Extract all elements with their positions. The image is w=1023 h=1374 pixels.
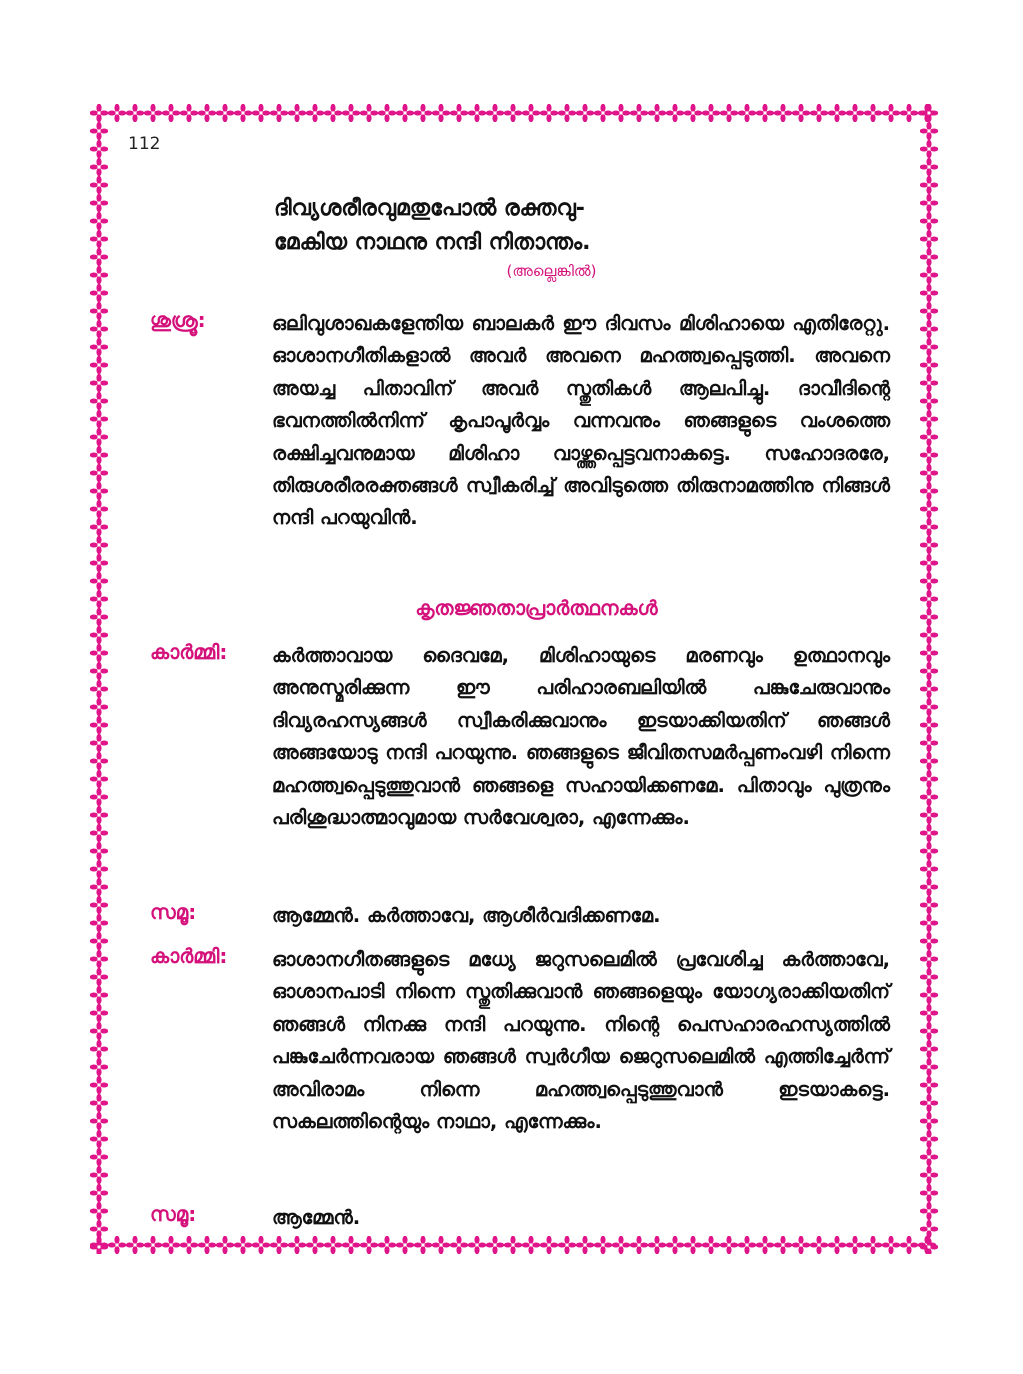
flower-ornament-icon [90, 878, 108, 897]
speaker-label: കാർമ്മി: [150, 640, 228, 664]
speaker-label: സമൂ: [150, 1202, 197, 1226]
flower-ornament-icon [288, 104, 307, 122]
flower-ornament-icon [900, 1236, 919, 1254]
flower-ornament-icon [90, 752, 108, 771]
flower-ornament-icon [90, 1166, 108, 1185]
flower-ornament-icon [90, 1094, 108, 1113]
verse-line-2: മേകിയ നാഥനു നന്ദി നിതാന്തം. [274, 230, 591, 255]
flower-ornament-icon [920, 950, 938, 969]
flower-ornament-icon [90, 104, 108, 122]
flower-ornament-icon [792, 1236, 811, 1254]
flower-ornament-icon [90, 626, 108, 645]
flower-ornament-icon [920, 158, 938, 177]
verse-line-1: ദിവ്യശരീരവുമതുപോൽ രക്തവു- [274, 196, 585, 221]
flower-ornament-icon [90, 302, 108, 321]
flower-ornament-icon [864, 1236, 883, 1254]
flower-ornament-icon [920, 680, 938, 699]
flower-ornament-icon [920, 644, 938, 663]
flower-ornament-icon [90, 428, 108, 447]
flower-ornament-icon [306, 1236, 325, 1254]
flower-ornament-icon [216, 1236, 235, 1254]
flower-ornament-icon [90, 518, 108, 537]
flower-ornament-icon [920, 1148, 938, 1167]
flower-ornament-icon [756, 1236, 775, 1254]
flower-ornament-icon [920, 500, 938, 519]
flower-ornament-icon [920, 842, 938, 861]
flower-ornament-icon [504, 1236, 523, 1254]
flower-ornament-icon [126, 1236, 145, 1254]
flower-ornament-icon [90, 860, 108, 879]
prayer-text: കർത്താവായ ദൈവമേ, മിശിഹായുടെ മരണവും ഉത്ഥാനവും അനുസ്മരിക്കുന്ന ഈ പരിഹാരബലിയിൽ പങ്കുചേരുവാനും ദിവ്യരഹസ്യങ്ങൾ സ്വീകരിക്കുവാനും ഇടയാക്കിയതിന് ഞങ്ങൾ അങ്ങയോടു നന്ദി പറയുന്നു. ഞങ്ങളുടെ ജീവിതസമർപ്പണംവഴി നിന്നെ മഹത്ത്വപ്പെടുത്തുവാൻ ഞങ്ങളെ സഹായിക്കണമേ. പിതാവും പുത്രനും പരിശുദ്ധാത്മാവുമായ സർവേശ്വരാ, എന്നേക്കും. [272, 644, 890, 830]
flower-ornament-icon [920, 572, 938, 591]
flower-ornament-icon [920, 878, 938, 897]
flower-ornament-icon [738, 104, 757, 122]
flower-ornament-icon [252, 104, 271, 122]
flower-ornament-icon [558, 104, 577, 122]
flower-ornament-icon [198, 104, 217, 122]
flower-ornament-icon [90, 698, 108, 717]
flower-ornament-icon [558, 1236, 577, 1254]
flower-ornament-icon [90, 482, 108, 501]
flower-ornament-icon [396, 1236, 415, 1254]
flower-ornament-icon [90, 788, 108, 807]
flower-ornament-icon [920, 1004, 938, 1023]
flower-ornament-icon [594, 1236, 613, 1254]
flower-ornament-icon [920, 914, 938, 933]
flower-ornament-icon [720, 1236, 739, 1254]
flower-ornament-icon [396, 104, 415, 122]
flower-ornament-icon [270, 1236, 289, 1254]
flower-ornament-icon [920, 194, 938, 213]
flower-ornament-icon [90, 986, 108, 1005]
flower-ornament-icon [162, 1236, 181, 1254]
flower-ornament-icon [900, 104, 919, 122]
flower-ornament-icon [882, 104, 901, 122]
flower-ornament-icon [648, 104, 667, 122]
flower-ornament-icon [920, 716, 938, 735]
flower-ornament-icon [90, 374, 108, 393]
flower-ornament-icon [920, 212, 938, 231]
flower-ornament-icon [108, 104, 127, 122]
flower-ornament-icon [920, 824, 938, 843]
flower-ornament-icon [846, 104, 865, 122]
flower-ornament-icon [432, 1236, 451, 1254]
flower-ornament-icon [920, 662, 938, 681]
flower-ornament-icon [920, 1040, 938, 1059]
flower-ornament-icon [90, 680, 108, 699]
flower-ornament-icon [920, 1238, 938, 1254]
flower-ornament-icon [920, 1202, 938, 1221]
flower-ornament-icon [468, 104, 487, 122]
flower-ornament-icon [684, 104, 703, 122]
flower-ornament-icon [920, 968, 938, 987]
flower-ornament-icon [920, 374, 938, 393]
flower-ornament-icon [486, 104, 505, 122]
flower-ornament-icon [342, 1236, 361, 1254]
flower-ornament-icon [522, 1236, 541, 1254]
flower-ornament-icon [90, 662, 108, 681]
flower-ornament-icon [920, 770, 938, 789]
flower-ornament-icon [920, 1022, 938, 1041]
flower-ornament-icon [342, 104, 361, 122]
verse-lines [274, 192, 591, 260]
flower-ornament-icon [234, 1236, 253, 1254]
flower-ornament-icon [180, 1236, 199, 1254]
flower-ornament-icon [920, 338, 938, 357]
flower-ornament-icon [90, 464, 108, 483]
page-number: 112 [128, 134, 161, 154]
flower-ornament-icon [504, 104, 523, 122]
flower-ornament-icon [920, 1112, 938, 1131]
flower-ornament-icon [144, 1236, 163, 1254]
flower-ornament-icon [90, 914, 108, 933]
flower-ornament-icon [920, 806, 938, 825]
flower-ornament-icon [90, 1202, 108, 1221]
flower-ornament-icon [920, 626, 938, 645]
flower-ornament-icon [90, 320, 108, 339]
flower-ornament-icon [90, 1130, 108, 1149]
floral-border-bottom [90, 1236, 938, 1254]
flower-ornament-icon [90, 1058, 108, 1077]
flower-ornament-icon [90, 410, 108, 429]
flower-ornament-icon [920, 1166, 938, 1185]
flower-ornament-icon [684, 1236, 703, 1254]
flower-ornament-icon [234, 104, 253, 122]
flower-ornament-icon [648, 1236, 667, 1254]
flower-ornament-icon [324, 104, 343, 122]
flower-ornament-icon [882, 1236, 901, 1254]
flower-ornament-icon [90, 968, 108, 987]
flower-ornament-icon [90, 896, 108, 915]
flower-ornament-icon [864, 104, 883, 122]
speaker-label: സമൂ: [150, 900, 197, 924]
flower-ornament-icon [738, 1236, 757, 1254]
speaker-label: കാർമ്മി: [150, 944, 228, 968]
flower-ornament-icon [702, 104, 721, 122]
flower-ornament-icon [216, 104, 235, 122]
flower-ornament-icon [270, 104, 289, 122]
flower-ornament-icon [920, 734, 938, 753]
flower-ornament-icon [920, 1094, 938, 1113]
flower-ornament-icon [920, 932, 938, 951]
flower-ornament-icon [90, 734, 108, 753]
flower-ornament-icon [432, 104, 451, 122]
flower-ornament-icon [920, 230, 938, 249]
flower-ornament-icon [90, 572, 108, 591]
flower-ornament-icon [522, 104, 541, 122]
flower-ornament-icon [920, 1184, 938, 1203]
flower-ornament-icon [252, 1236, 271, 1254]
flower-ornament-icon [920, 176, 938, 195]
flower-ornament-icon [630, 1236, 649, 1254]
flower-ornament-icon [920, 284, 938, 303]
flower-ornament-icon [920, 860, 938, 879]
flower-ornament-icon [540, 104, 559, 122]
flower-ornament-icon [720, 104, 739, 122]
flower-ornament-icon [630, 104, 649, 122]
flower-ornament-icon [702, 1236, 721, 1254]
flower-ornament-icon [90, 500, 108, 519]
flower-ornament-icon [90, 1184, 108, 1203]
flower-ornament-icon [288, 1236, 307, 1254]
flower-ornament-icon [306, 104, 325, 122]
flower-ornament-icon [920, 752, 938, 771]
flower-ornament-icon [90, 1238, 108, 1254]
flower-ornament-icon [920, 1058, 938, 1077]
floral-border-top [90, 104, 938, 122]
prayer-text: ഒലിവുശാഖകളേന്തിയ ബാലകർ ഈ ദിവസം മിശിഹായെ എതിരേറ്റു. ഓശാനഗീതികളാൽ അവർ അവനെ മഹത്ത്വപ്പെടുത്തി. അവനെ അയച്ച പിതാവിന് അവർ സ്തുതികൾ ആലപിച്ചു. ദാവീദിന്റെ ഭവനത്തിൽനിന്ന് കൃപാപൂർവ്വം വന്നവനും ഞങ്ങളുടെ വംശത്തെ രക്ഷിച്ചവനുമായ മിശിഹാ വാഴ്ത്തപ്പെട്ടവനാകട്ടെ. സഹോദരരേ, തിരുശരീരരക്തങ്ങൾ സ്വീകരിച്ച് അവിടുത്തെ തിരുനാമത്തിനു നിങ്ങൾ നന്ദി പറയുവിൻ. [272, 312, 890, 530]
flower-ornament-icon [920, 428, 938, 447]
flower-ornament-icon [920, 104, 938, 122]
flower-ornament-icon [810, 104, 829, 122]
flower-ornament-icon [90, 932, 108, 951]
flower-ornament-icon [360, 1236, 379, 1254]
flower-ornament-icon [594, 104, 613, 122]
flower-ornament-icon [920, 410, 938, 429]
flower-ornament-icon [920, 986, 938, 1005]
flower-ornament-icon [90, 1004, 108, 1023]
flower-ornament-icon [920, 554, 938, 573]
flower-ornament-icon [666, 104, 685, 122]
flower-ornament-icon [90, 230, 108, 249]
alternative-note: (അല്ലെങ്കിൽ) [506, 262, 597, 280]
flower-ornament-icon [828, 104, 847, 122]
flower-ornament-icon [920, 446, 938, 465]
flower-ornament-icon [486, 1236, 505, 1254]
flower-ornament-icon [920, 1130, 938, 1149]
flower-ornament-icon [612, 104, 631, 122]
flower-ornament-icon [360, 104, 379, 122]
flower-ornament-icon [90, 824, 108, 843]
flower-ornament-icon [90, 536, 108, 555]
flower-ornament-icon [774, 104, 793, 122]
speaker-label: ശുശ്രൂ: [150, 308, 206, 332]
flower-ornament-icon [920, 302, 938, 321]
flower-ornament-icon [90, 1220, 108, 1239]
flower-ornament-icon [576, 104, 595, 122]
flower-ornament-icon [920, 356, 938, 375]
flower-ornament-icon [90, 338, 108, 357]
prayer-text: ഓശാനഗീതങ്ങളുടെ മധ്യേ ജറുസലെമിൽ പ്രവേശിച്ച കർത്താവേ, ഓശാനപാടി നിന്നെ സ്തുതിക്കുവാൻ ഞങ്ങളെയും യോഗ്യരാക്കിയതിന് ഞങ്ങൾ നിനക്കു നന്ദി പറയുന്നു. നിന്റെ പെസഹാരഹസ്യത്തിൽ പങ്കുചേർന്നവരായ ഞങ്ങൾ സ്വർഗീയ ജെറുസലെമിൽ എത്തിച്ചേർന്ന് അവിരാമം നിന്നെ മഹത്ത്വപ്പെടുത്തുവാൻ ഇടയാകട്ടെ. സകലത്തിന്റെയും നാഥാ, എന്നേക്കും. [272, 948, 890, 1134]
flower-ornament-icon [612, 1236, 631, 1254]
flower-ornament-icon [90, 392, 108, 411]
flower-ornament-icon [126, 104, 145, 122]
flower-ornament-icon [920, 122, 938, 141]
flower-ornament-icon [90, 176, 108, 195]
flower-ornament-icon [90, 806, 108, 825]
flower-ornament-icon [90, 122, 108, 141]
flower-ornament-icon [414, 104, 433, 122]
flower-ornament-icon [90, 716, 108, 735]
flower-ornament-icon [90, 284, 108, 303]
flower-ornament-icon [774, 1236, 793, 1254]
flower-ornament-icon [468, 1236, 487, 1254]
flower-ornament-icon [450, 1236, 469, 1254]
flower-ornament-icon [920, 140, 938, 159]
response-text: ആമ്മേൻ. കർത്താവേ, ആശീർവദിക്കണമേ. [272, 904, 661, 927]
flower-ornament-icon [920, 482, 938, 501]
flower-ornament-icon [162, 104, 181, 122]
flower-ornament-icon [920, 518, 938, 537]
flower-ornament-icon [920, 536, 938, 555]
flower-ornament-icon [576, 1236, 595, 1254]
flower-ornament-icon [90, 212, 108, 231]
flower-ornament-icon [378, 104, 397, 122]
flower-ornament-icon [144, 104, 163, 122]
flower-ornament-icon [90, 140, 108, 159]
flower-ornament-icon [756, 104, 775, 122]
flower-ornament-icon [90, 1148, 108, 1167]
flower-ornament-icon [810, 1236, 829, 1254]
flower-ornament-icon [90, 1076, 108, 1095]
flower-ornament-icon [90, 356, 108, 375]
flower-ornament-icon [90, 554, 108, 573]
flower-ornament-icon [90, 1022, 108, 1041]
flower-ornament-icon [90, 1040, 108, 1059]
flower-ornament-icon [540, 1236, 559, 1254]
flower-ornament-icon [828, 1236, 847, 1254]
flower-ornament-icon [108, 1236, 127, 1254]
flower-ornament-icon [920, 896, 938, 915]
section-heading: കൃതജ്ഞതാപ്രാർത്ഥനകൾ [415, 596, 658, 620]
flower-ornament-icon [90, 194, 108, 213]
flower-ornament-icon [792, 104, 811, 122]
flower-ornament-icon [846, 1236, 865, 1254]
flower-ornament-icon [666, 1236, 685, 1254]
flower-ornament-icon [920, 1076, 938, 1095]
flower-ornament-icon [90, 950, 108, 969]
flower-ornament-icon [90, 842, 108, 861]
flower-ornament-icon [450, 104, 469, 122]
flower-ornament-icon [378, 1236, 397, 1254]
flower-ornament-icon [324, 1236, 343, 1254]
response-text: ആമ്മേൻ. [272, 1206, 361, 1229]
flower-ornament-icon [90, 446, 108, 465]
flower-ornament-icon [90, 644, 108, 663]
flower-ornament-icon [180, 104, 199, 122]
flower-ornament-icon [90, 770, 108, 789]
flower-ornament-icon [920, 464, 938, 483]
flower-ornament-icon [920, 1220, 938, 1239]
flower-ornament-icon [920, 320, 938, 339]
flower-ornament-icon [920, 788, 938, 807]
flower-ornament-icon [198, 1236, 217, 1254]
flower-ornament-icon [90, 1112, 108, 1131]
flower-ornament-icon [90, 158, 108, 177]
flower-ornament-icon [414, 1236, 433, 1254]
flower-ornament-icon [920, 698, 938, 717]
flower-ornament-icon [920, 392, 938, 411]
